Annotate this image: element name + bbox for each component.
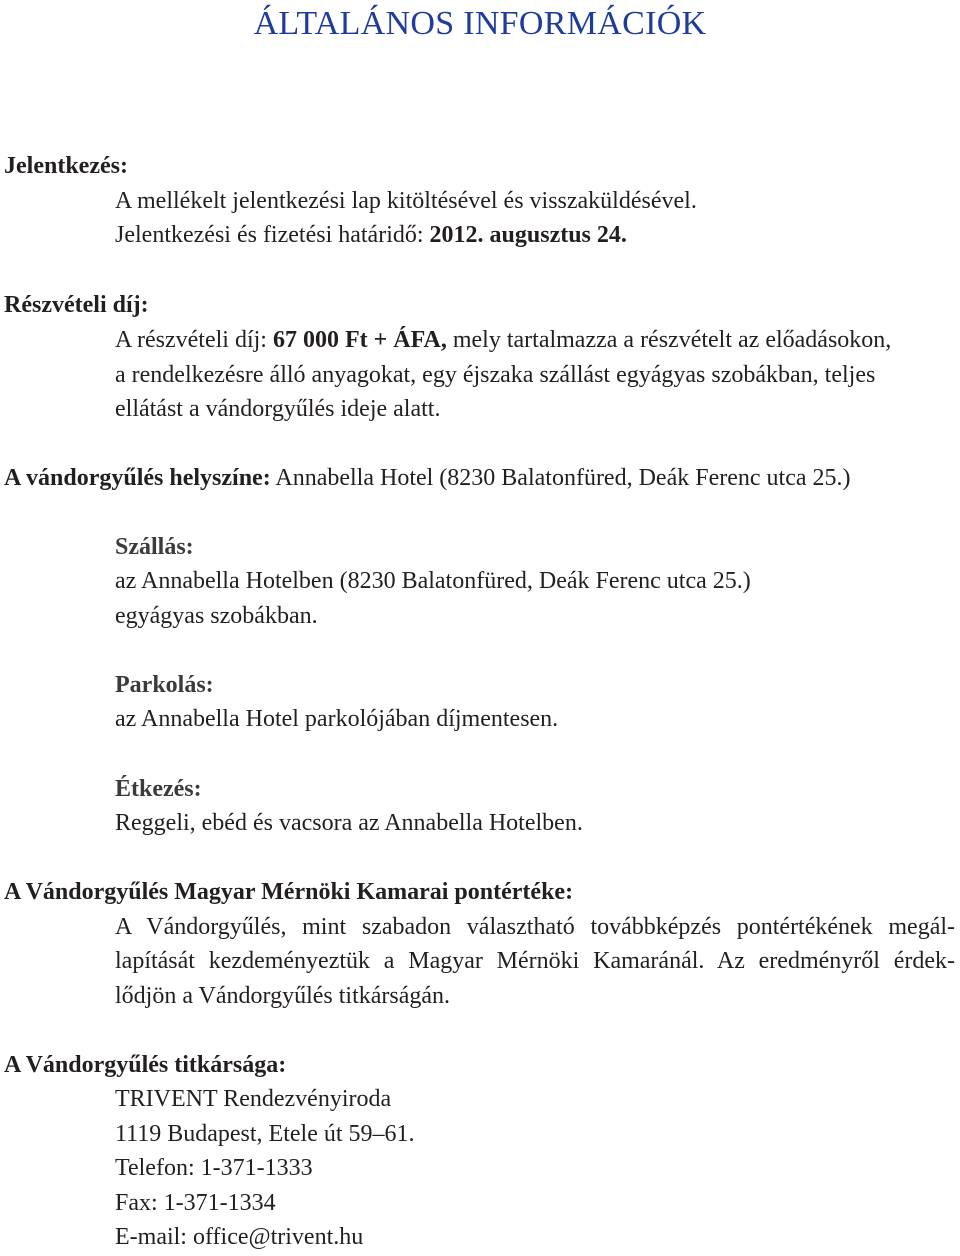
accommodation-line-2: egyágyas szobákban.: [115, 603, 318, 629]
fee-label: A részvételi díj:: [115, 327, 273, 353]
registration-heading: Jelentkezés:: [4, 153, 128, 179]
meals-line-1: Reggeli, ebéd és vacsora az Annabella Hotelben.: [115, 810, 583, 836]
registration-line-1: A mellékelt jelentkezési lap kitöltésével és visszaküldésével.: [115, 188, 697, 214]
fee-line-3: ellátást a vándorgyűlés ideje alatt.: [115, 396, 441, 422]
venue-value: Annabella Hotel (8230 Balatonfüred, Deák Ferenc utca 25.): [270, 465, 851, 491]
accommodation-line-1: az Annabella Hotelben (8230 Balatonfüred, Deák Ferenc utca 25.): [115, 568, 751, 594]
accommodation-heading: Szállás:: [115, 534, 194, 560]
fee-line-1: [115, 325, 891, 355]
parking-heading: Parkolás:: [115, 672, 214, 698]
page-title: ÁLTALÁNOS INFORMÁCIÓK: [253, 5, 707, 42]
fee-price: 67 000 Ft + ÁFA,: [272, 327, 447, 353]
meals-heading: Étkezés:: [115, 776, 202, 802]
fee-heading: Részvételi díj:: [4, 292, 149, 318]
deadline-date: 2012. augusztus 24.: [429, 222, 627, 248]
secretariat-phone: Telefon: 1-371-1333: [115, 1155, 313, 1181]
venue-line: [4, 463, 850, 493]
credit-points-heading: A Vándorgyűlés Magyar Mérnöki Kamarai pontértéke:: [4, 879, 574, 905]
secretariat-address: 1119 Budapest, Etele út 59–61.: [115, 1121, 415, 1147]
credit-points-line-1: A Vándorgyűlés, mint szabadon választható továbbképzés pontértékének megál-: [115, 914, 955, 940]
secretariat-email: E-mail: office@trivent.hu: [115, 1224, 364, 1250]
deadline-label: Jelentkezési és fizetési határidő:: [115, 222, 430, 248]
credit-points-line-2: lapítását kezdeményeztük a Magyar Mérnöki Kamaránál. Az eredményről érdek-: [115, 948, 955, 974]
secretariat-heading: A Vándorgyűlés titkársága:: [4, 1052, 287, 1078]
fee-description: mely tartalmazza a részvételt az előadásokon,: [446, 327, 892, 353]
venue-label: A vándorgyűlés helyszíne:: [4, 465, 271, 491]
secretariat-name: TRIVENT Rendezvényiroda: [115, 1086, 392, 1112]
parking-line-1: az Annabella Hotel parkolójában díjmentesen.: [115, 706, 559, 732]
registration-line-2: [115, 220, 627, 250]
secretariat-fax: Fax: 1-371-1334: [115, 1190, 276, 1216]
credit-points-line-3: lődjön a Vándorgyűlés titkárságán.: [115, 983, 451, 1009]
fee-line-2: a rendelkezésre álló anyagokat, egy éjszaka szállást egyágyas szobákban, teljes: [115, 362, 876, 388]
